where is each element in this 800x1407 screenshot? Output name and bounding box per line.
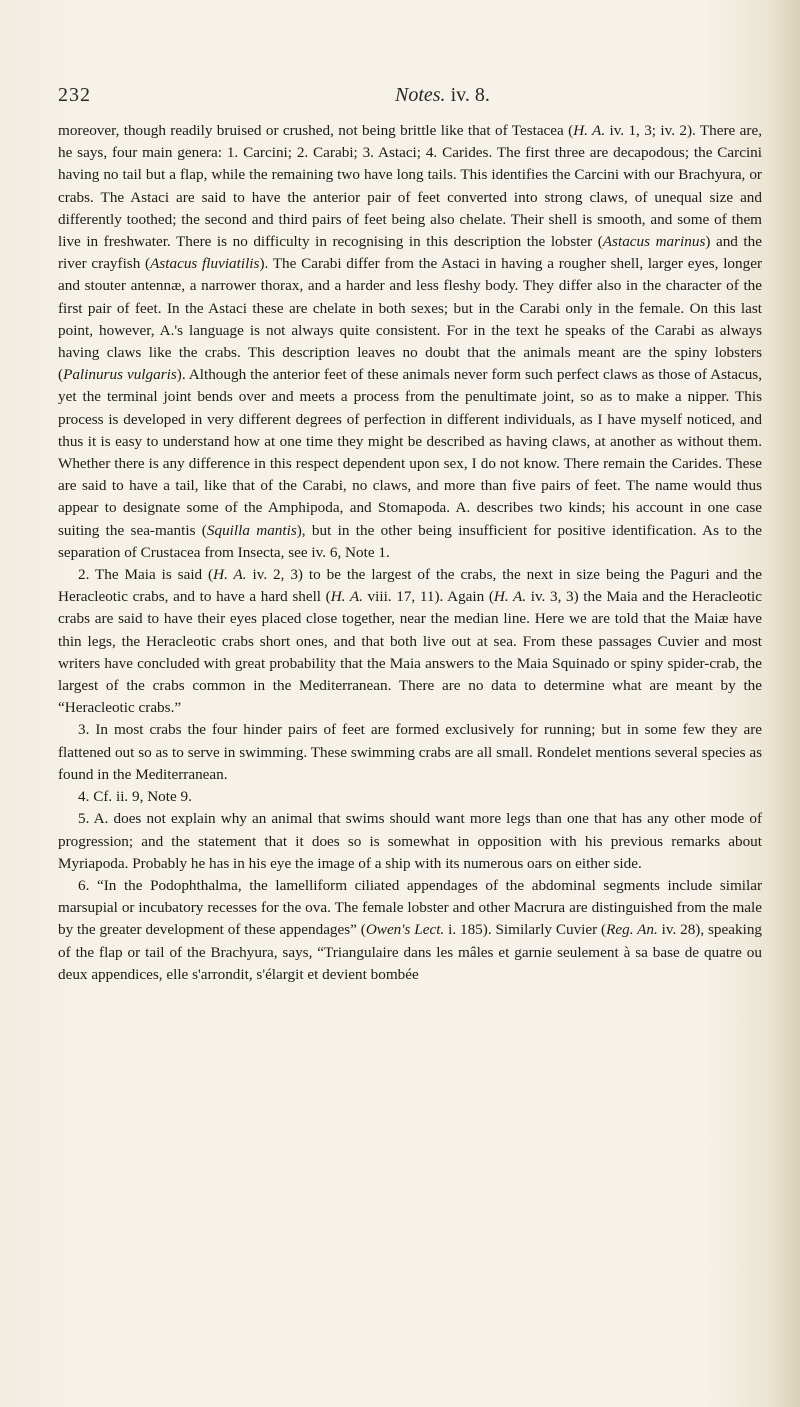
italic-text: H. A. [573,122,606,139]
italic-text: H. A. [493,588,527,606]
text-run: iv. 28), speaking of the flap or tail of the Brachyura, says, “Triangulaire dans les mâles et garnie seulement à sa base de quatre ou deux appendices, elle s'arrondit, s'élargit et devient bombée [58,921,763,983]
text-run: ). Although the anterior feet of these animals never form such perfect claws as those of Astacus, yet the terminal joint bends over and meets a process from the penultimate joint, so as to make a nipper. This process is developed in very different degrees of perfection in different individuals, as I have myself noticed, and thus it is easy to understand how at one time they might be described as having claws, at another as without them. Whether there is any difference in this respect dependent upon sex, I do not know. There remain the Carides. These are said to have a tail, like that of the Carabi, no claws, and more than five pairs of feet. The name would thus appear to designate some of the Amphipoda, and Stomapoda. A. describes two kinds; his account in one case suiting the sea-mantis ( [58,366,762,539]
italic-text: Astacus fluviatilis [150,255,260,273]
note-paragraph [58,719,762,786]
text-run: 3. In most crabs the four hinder pairs of feet are formed exclusively for running; but in some few they are flattened out so as to serve in swimming. These swimming crabs are all small. Rondelet mentions several species as found in the Mediterranean. [58,721,762,783]
running-title: Notes. [395,84,446,106]
note-paragraph [58,808,762,875]
note-paragraph [58,564,762,719]
italic-text: Reg. An. [606,921,658,939]
running-location: iv. 8. [450,84,490,106]
page-number: 232 [58,84,91,106]
notes-body [58,120,762,986]
text-run: 2. The Maia is said ( [78,566,214,584]
page-header [58,84,758,114]
note-paragraph [58,875,762,986]
italic-text: Astacus marinus [602,233,706,251]
italic-text: Owen's Lect. [365,921,445,939]
text-run: 5. A. does not explain why an animal that swims should want more legs than one that has any other mode of progression; and the statement that it does so is somewhat in opposition with his previous remarks about Myriapoda. Probably he has in his eye the image of a ship with its numerous oars on either side. [58,810,762,872]
italic-text: Squilla mantis [206,521,297,539]
continued-paragraph [58,120,762,564]
text-run: iv. 2, 3) to be the largest of the crabs, the next in size being the Paguri and the Heracleotic crabs, and to have a hard shell ( [58,566,762,606]
running-head [395,84,490,107]
text-run: ) and the river crayfish ( [58,233,762,273]
text-run: ), but in the other being insufficient for positive identification. As to the separation of Crustacea from Insecta, see iv. 6, Note 1. [58,521,762,561]
note-paragraph [58,786,762,808]
text-run: viii. 17, 11). Again ( [362,588,494,606]
text-run: 6. “In the Podophthalma, the lamelliform ciliated appendages of the abdominal segments include similar marsupial or incubatory recesses for the ova. The female lobster and other Macrura are distinguished from the male by the greater development of these appendages” ( [58,876,762,939]
text-run: moreover, though readily bruised or crushed, not being brittle like that of Testacea ( [58,122,574,139]
italic-text: Palinurus vulgaris [63,366,177,384]
italic-text: H. A. [330,588,363,606]
text-run: iv. 1, 3; iv. 2). There are, he says, four main genera: 1. Carcini; 2. Carabi; 3. Astaci; 4. Carides. The first three are decapodous; the Carcini having no tail but a flap, while the remaining two have long tails. This identifies the Carcini with our Brachyura, or crabs. The Astaci are said to have the anterior pair of feet converted into strong claws, of unequal size and differently toothed; the second and third pairs of feet being also chelate. Their shell is smooth, and some of them live in freshwater. There is no difficulty in recognising in this description the lobster ( [58,122,762,251]
text-run: i. 185). Similarly Cuvier ( [444,921,607,939]
text-run: iv. 3, 3) the Maia and the Heracleotic crabs are said to have their eyes placed close together, near the median line. Here we are told that the Maiæ have thin legs, the Heracleotic crabs short ones, and that both live out at sea. From these passages Cuvier and most writers have concluded with great probability that the Maia answers to the Maia Squinado or spiny spider-crab, the largest of the crabs common in the Mediterranean. There are no data to determine what are meant by the “Heracleotic crabs.” [58,588,763,717]
text-run: ). The Carabi differ from the Astaci in having a rougher shell, larger eyes, longer and stouter antennæ, a narrower thorax, and a harder and less fleshy body. They differ also in the character of the first pair of feet. In the Astaci these are chelate in both sexes; but in the Carabi only in the female. On this last point, however, A.'s language is not always quite consistent. For in the text he speaks of the Carabi as always having claws like the crabs. This description leaves no doubt that the animals meant are the spiny lobsters ( [58,255,762,384]
text-run: 4. Cf. ii. 9, Note 9. [78,788,192,806]
italic-text: H. A. [213,566,247,584]
